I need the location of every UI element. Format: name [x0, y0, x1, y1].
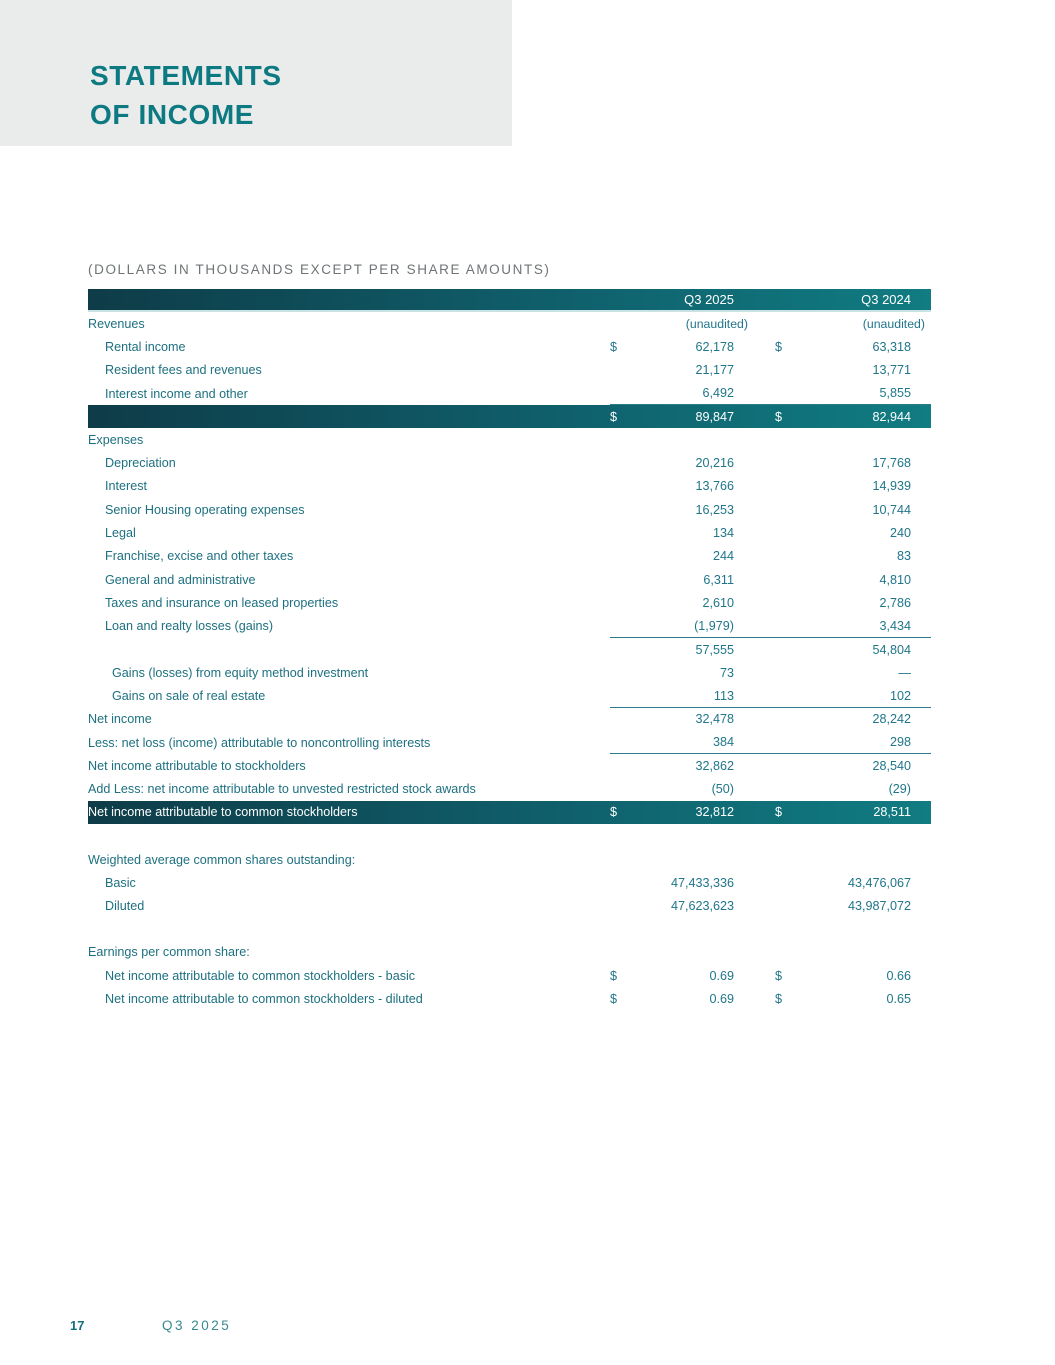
- row-label: Net income attributable to common stockholders: [88, 805, 358, 820]
- row-label: Taxes and insurance on leased properties: [105, 595, 339, 610]
- dollar-sign-q3-2025: $: [610, 409, 618, 424]
- dollar-sign-q3-2024: $: [775, 805, 783, 820]
- page-title: [90, 56, 282, 134]
- dollar-sign-q3-2024: $: [775, 992, 783, 1007]
- value-q3-2025: 6,492: [702, 386, 734, 401]
- table-row: [88, 359, 931, 382]
- value-q3-2025: (50): [711, 782, 734, 797]
- table-row: [88, 335, 931, 358]
- column-header-q3-2025: Q3 2025: [684, 292, 734, 307]
- value-q3-2025: 13,766: [695, 479, 734, 494]
- page-title-line1: STATEMENTS: [90, 60, 282, 91]
- value-q3-2025: 57,555: [695, 642, 734, 657]
- table-row: [88, 684, 931, 707]
- row-label: General and administrative: [105, 572, 256, 587]
- value-q3-2024: 4,810: [879, 572, 911, 587]
- value-q3-2025: 16,253: [695, 502, 734, 517]
- table-row: [88, 895, 931, 918]
- value-q3-2025: 62,178: [695, 339, 734, 354]
- value-q3-2025: 89,847: [695, 409, 734, 424]
- value-q3-2024: 43,476,067: [847, 875, 911, 890]
- row-label: Net income: [88, 712, 152, 727]
- dollar-sign-q3-2025: $: [610, 339, 618, 354]
- row-label: Less: net loss (income) attributable to noncontrolling interests: [88, 735, 431, 750]
- value-q3-2025: (unaudited): [685, 316, 748, 331]
- table-row: [88, 801, 931, 824]
- row-label: Depreciation: [105, 456, 176, 471]
- value-q3-2025: 73: [719, 665, 734, 680]
- value-q3-2025: 32,478: [695, 712, 734, 727]
- value-q3-2024: (unaudited): [862, 316, 925, 331]
- row-label: Senior Housing operating expenses: [105, 502, 305, 517]
- row-label: Net income attributable to common stockholders - basic: [105, 968, 416, 983]
- value-q3-2024: 13,771: [872, 363, 911, 378]
- value-q3-2025: 32,812: [695, 805, 734, 820]
- value-q3-2024: 240: [889, 526, 911, 541]
- row-label: Net income attributable to stockholders: [88, 758, 306, 773]
- row-label: Net income attributable to common stockholders - diluted: [105, 992, 423, 1007]
- dollar-sign-q3-2025: $: [610, 992, 618, 1007]
- footer-page-number: 17: [70, 1318, 85, 1333]
- table-row: [88, 638, 931, 661]
- row-label: Weighted average common shares outstanding:: [88, 852, 356, 867]
- value-q3-2025: 244: [712, 549, 734, 564]
- value-q3-2024: 63,318: [872, 339, 911, 354]
- table-row: [88, 405, 931, 428]
- value-q3-2025: 47,623,623: [670, 899, 734, 914]
- dollar-sign-q3-2024: $: [775, 339, 783, 354]
- value-q3-2024: 0.65: [886, 992, 911, 1007]
- value-q3-2024: 5,855: [879, 386, 911, 401]
- value-q3-2024: (29): [888, 782, 911, 797]
- income-table-body: [88, 312, 931, 1011]
- value-q3-2024: 43,987,072: [847, 899, 911, 914]
- row-label: Revenues: [88, 316, 145, 331]
- row-label: Resident fees and revenues: [105, 363, 262, 378]
- units-subtitle: (DOLLARS IN THOUSANDS EXCEPT PER SHARE AMOUNTS): [88, 262, 551, 277]
- row-label: Gains on sale of real estate: [112, 689, 266, 704]
- row-label: Interest income and other: [105, 386, 248, 401]
- page-title-line2: OF INCOME: [90, 99, 255, 130]
- value-q3-2025: 0.69: [709, 968, 734, 983]
- table-row: [88, 871, 931, 894]
- table-row: [88, 824, 931, 848]
- row-label: Earnings per common share:: [88, 945, 250, 960]
- value-q3-2024: 28,242: [872, 712, 911, 727]
- table-row: [88, 778, 931, 801]
- table-row: [88, 591, 931, 614]
- table-row: [88, 545, 931, 568]
- value-q3-2025: 21,177: [695, 363, 734, 378]
- table-row: [88, 498, 931, 521]
- table-row: [88, 987, 931, 1010]
- table-row: [88, 312, 931, 335]
- value-q3-2025: 384: [712, 735, 734, 750]
- value-q3-2024: 54,804: [872, 642, 911, 657]
- row-label: Add Less: net income attributable to unvested restricted stock awards: [88, 782, 476, 797]
- value-q3-2024: 28,540: [872, 758, 911, 773]
- value-q3-2024: 82,944: [872, 409, 911, 424]
- value-q3-2025: 6,311: [703, 572, 734, 587]
- value-q3-2025: 20,216: [695, 456, 734, 471]
- value-q3-2024: 0.66: [886, 968, 911, 983]
- value-q3-2025: 113: [713, 688, 734, 703]
- value-q3-2024: 28,511: [873, 805, 911, 820]
- row-label: Loan and realty losses (gains): [105, 619, 274, 634]
- value-q3-2024: 298: [889, 735, 911, 750]
- income-statement-table: [88, 289, 931, 1011]
- value-q3-2024: 83: [896, 549, 911, 564]
- column-header-q3-2024: Q3 2024: [861, 292, 911, 307]
- value-q3-2024: 102: [889, 688, 911, 703]
- row-label: Basic: [105, 875, 136, 890]
- table-row: [88, 521, 931, 544]
- table-row: [88, 568, 931, 591]
- row-label: Rental income: [105, 339, 186, 354]
- table-row: [88, 451, 931, 474]
- table-header-bar: [88, 289, 931, 312]
- value-q3-2025: (1,979): [694, 618, 734, 633]
- dollar-sign-q3-2024: $: [775, 968, 783, 983]
- table-row: [88, 848, 931, 871]
- row-label: Franchise, excise and other taxes: [105, 549, 294, 564]
- value-q3-2024: 2,786: [879, 595, 911, 610]
- value-q3-2025: 134: [712, 526, 734, 541]
- table-row: [88, 382, 931, 405]
- row-label: Legal: [105, 526, 136, 541]
- row-label: Expenses: [88, 432, 144, 447]
- value-q3-2024: 17,768: [872, 456, 911, 471]
- row-label: Gains (losses) from equity method investment: [112, 665, 369, 680]
- table-row: [88, 964, 931, 987]
- table-row: [88, 475, 931, 498]
- value-q3-2025: 2,610: [702, 595, 734, 610]
- row-label: Interest: [105, 479, 147, 494]
- table-row: [88, 615, 931, 638]
- value-q3-2024: 10,744: [872, 502, 911, 517]
- dollar-sign-q3-2025: $: [610, 805, 618, 820]
- table-row: [88, 941, 931, 964]
- value-q3-2025: 47,433,336: [670, 875, 734, 890]
- table-row: [88, 661, 931, 684]
- table-row: [88, 428, 931, 451]
- value-q3-2024: 3,434: [879, 618, 911, 633]
- table-row: [88, 731, 931, 754]
- footer-period: Q3 2025: [162, 1318, 232, 1333]
- value-q3-2024: 14,939: [872, 479, 911, 494]
- dollar-sign-q3-2025: $: [610, 968, 618, 983]
- row-label: Diluted: [105, 899, 145, 914]
- table-row: [88, 708, 931, 731]
- table-row: [88, 754, 931, 777]
- table-row: [88, 918, 931, 941]
- value-q3-2025: 32,862: [695, 758, 734, 773]
- dollar-sign-q3-2024: $: [775, 409, 783, 424]
- value-q3-2024: —: [898, 665, 911, 680]
- value-q3-2025: 0.69: [709, 992, 734, 1007]
